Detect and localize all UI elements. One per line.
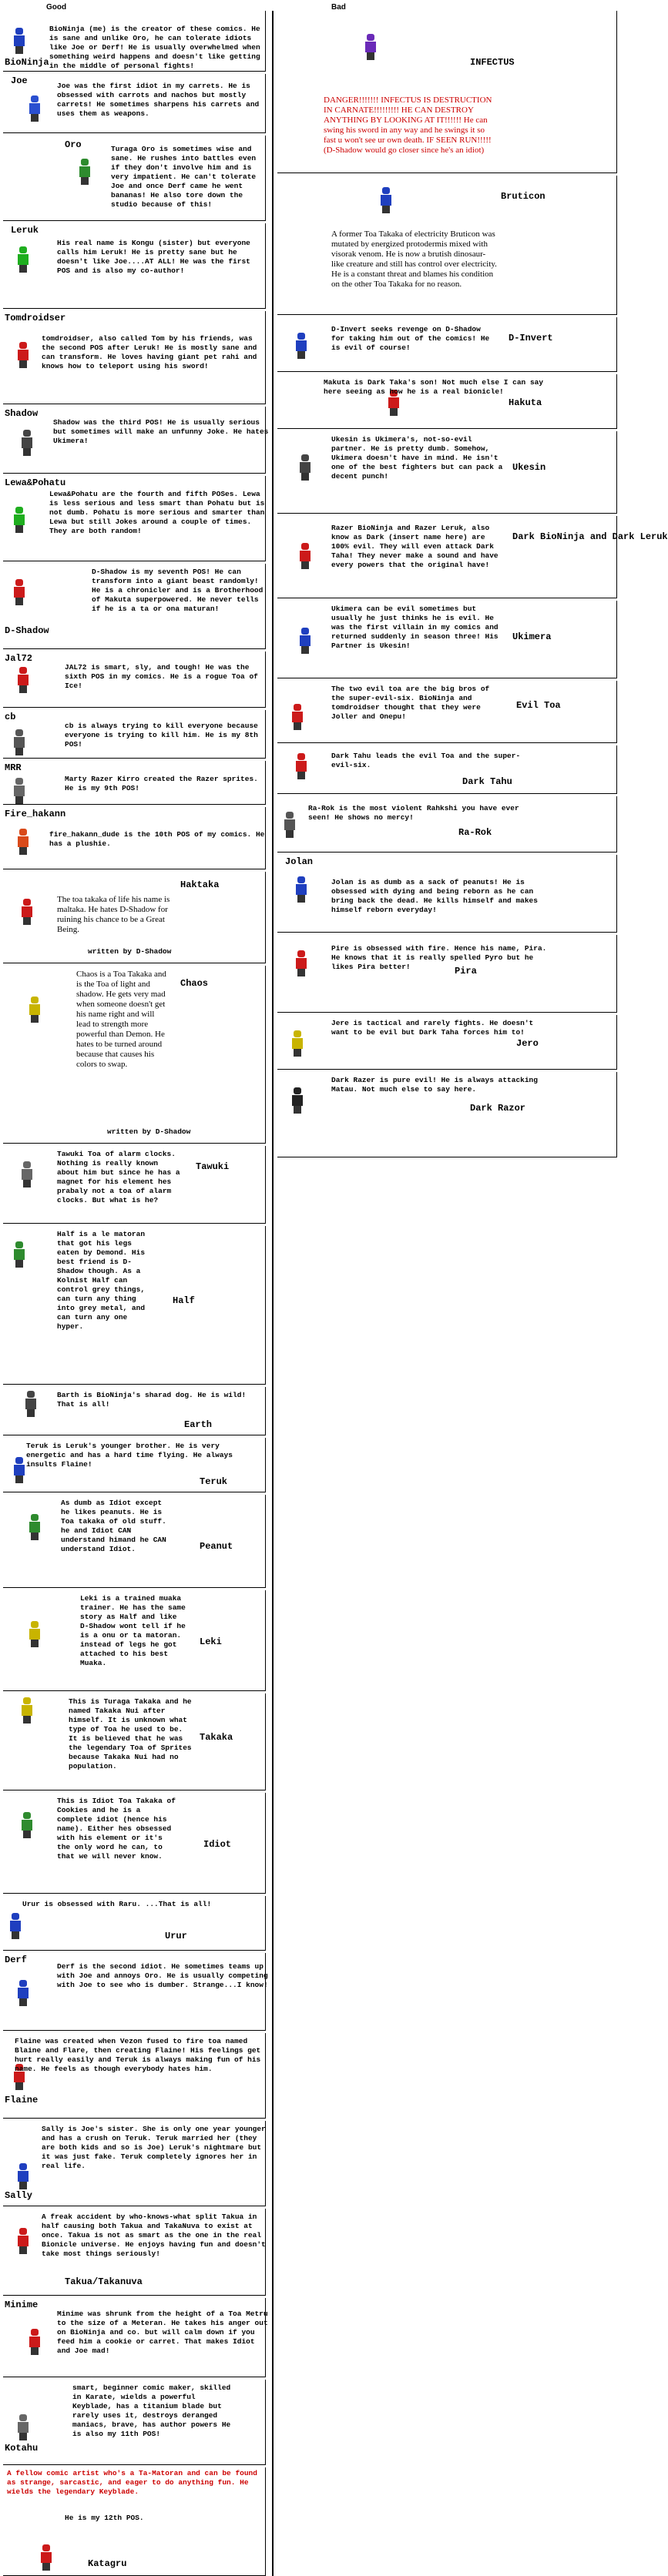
bad-entry	[277, 681, 561, 742]
character-name: Jolan	[285, 856, 314, 867]
character-name: D-Invert	[509, 333, 553, 343]
character-description: Teruk is Leruk's younger brother. He is very energetic and has a hard time flying. He always insults Flaine!	[26, 1442, 233, 1469]
character-name: Kotahu	[5, 2443, 39, 2454]
character-description: A former Toa Takaka of electricity Bruticon was mutated by energized protodermis mixed with visorak venom. He is now a brutish dinosaur-like creature and still has control over electricity. He is a constant threat and blames his condition on the other Toa Takaka for no reason.	[331, 229, 497, 289]
character-name: Chaos	[180, 978, 209, 989]
bad-entry	[277, 374, 543, 428]
character-sprite-icon	[26, 2329, 43, 2355]
good-entry	[3, 136, 269, 220]
character-sprite-icon	[293, 950, 310, 976]
character-sprite-icon	[76, 159, 93, 185]
good-entry	[3, 807, 269, 869]
character-name: Haktaka	[180, 879, 220, 890]
good-entry	[3, 966, 269, 1143]
character-description: cb is always trying to kill everyone because everyone is trying to kill him. He is my 8th POS!	[65, 722, 258, 749]
bad-entry	[277, 176, 543, 314]
character-description: Ukimera can be evil sometimes but usually he just thinks he is evil. He was the first villain in my comics and returned suddenly in season three! His Partner is Ukesin!	[331, 605, 498, 650]
extra-line: He is my 12th POS.	[65, 2514, 144, 2522]
character-name: Teruk	[200, 1476, 228, 1487]
credit-line: written by D-Shadow	[88, 947, 172, 956]
character-description: Barth is BioNinja's sharad dog. He is wild! That is all!	[57, 1391, 247, 1409]
good-entry	[3, 2380, 269, 2464]
good-entry	[3, 710, 269, 758]
character-description: Derf is the second idiot. He sometimes teams up with Joe and annoys Oro. He is usually competing with Joe to see who is dumber. Strange...I know!	[57, 1962, 268, 1989]
good-entry	[3, 2121, 269, 2206]
character-name: Dark BioNinja and Dark Leruk	[512, 531, 668, 542]
character-description: This is Idiot Toa Takaka of Cookies and he is a complete idiot (hence his name). Either hes obsessed with his element or it's the only word he can, to that we will never know.	[57, 1797, 176, 1861]
character-name: Ra-Rok	[458, 827, 492, 838]
good-entry	[3, 223, 269, 308]
character-name: Oro	[65, 139, 82, 150]
good-entry	[3, 311, 269, 404]
credit-line: written by D-Shadow	[107, 1127, 191, 1136]
character-description: Flaine was created when Vezon fused to fire toa named Blaine and Flare, then creating Flaine! His feelings get hurt really easily and Teruk is always making fun of his name. He feels as though everybody hates him.	[15, 2037, 261, 2073]
character-description: Dark Tahu leads the evil Toa and the super-evil-six.	[331, 752, 521, 769]
character-sprite-icon	[38, 2544, 55, 2571]
character-name: INFECTUS	[470, 57, 515, 68]
character-sprite-icon	[11, 507, 28, 533]
bad-entry	[277, 796, 543, 852]
character-description: Marty Razer Kirro created the Razer sprites. He is my 9th POS!	[65, 775, 258, 792]
character-description: Ukesin is Ukimera's, not-so-evil partner. He is pretty dumb. Somehow, Ukimera doesn't have in mind. He isn't one of the best fighters but can pack a decent punch!	[331, 435, 503, 481]
character-name: Ukesin	[512, 462, 546, 473]
good-entry	[3, 1146, 269, 1223]
character-sprite-icon	[26, 1514, 43, 1540]
bad-entry	[277, 745, 543, 793]
character-sprite-icon	[18, 1812, 35, 1838]
character-sprite-icon	[22, 1391, 39, 1417]
character-sprite-icon	[26, 95, 43, 122]
character-name: BioNinja	[5, 57, 49, 68]
good-entry	[3, 1953, 269, 2030]
character-description: Half is a le matoran that got his legs eaten by Demond. His best friend is D-Shadow though. As a Kolnist Half can control grey things, can turn any thing into grey metal, and can turn any one hyper.	[57, 1230, 146, 1331]
character-description: Joe was the first idiot in my carrets. He is obsessed with carrots and nachos but mostly carrets! He sometimes sharpens his carrets and uses them as weapons.	[57, 82, 260, 118]
bad-entry	[277, 11, 543, 173]
character-description: Chaos is a Toa Takaka and is the Toa of light and shadow. He gets very mad when someone doesn't get his name right and will lead to strength more powerful than Demon. He hates to be turned around because that causes his colors to swap.	[76, 970, 166, 1069]
character-sprite-icon	[15, 246, 32, 273]
good-entry	[3, 407, 269, 473]
character-name: Urur	[165, 1931, 187, 1941]
character-sprite-icon	[293, 876, 310, 903]
character-sprite-icon	[362, 34, 379, 60]
character-description: tomdroidser, also called Tom by his friends, was the second POS after Leruk! He is mostly sane and can transform. He loves having giant pet rahi and knows how to teleport using his sword!	[42, 334, 257, 370]
good-entry	[3, 2467, 269, 2575]
character-sprite-icon	[26, 997, 43, 1023]
character-sprite-icon	[11, 1241, 28, 1268]
character-sprite-icon	[15, 2163, 32, 2189]
character-name: Half	[173, 1295, 195, 1306]
character-description: Minime was shrunk from the height of a Toa Metru to the size of a Meteran. He takes his anger out on BioNinja and co. but will calm down if you feed him a cookie or carret. That makes Idiot and Joe mad!	[57, 2310, 268, 2355]
character-description: His real name is Kongu (sister) but everyone calls him Leruk! He is pretty sane but he doesn't like Joe....AT ALL! He was the first POS and is also my co-author!	[57, 239, 250, 275]
character-name: Takua/Takanuva	[65, 2276, 143, 2287]
character-sprite-icon	[289, 704, 306, 730]
character-description: Tawuki Toa of alarm clocks. Nothing is really known about him but since he has a magnet for his element hes prabaly not a toa of alarm clocks. But what is he?	[57, 1150, 180, 1204]
good-entry	[3, 564, 269, 648]
bad-header: Bad	[331, 3, 346, 12]
character-sprite-icon	[18, 899, 35, 925]
character-name: Leki	[200, 1636, 222, 1647]
character-sprite-icon	[11, 579, 28, 605]
bad-entry	[277, 431, 546, 513]
character-name: Tawuki	[196, 1161, 230, 1172]
good-header: Good	[46, 3, 67, 12]
character-name: Fire_hakann	[5, 809, 66, 819]
character-description: Razer BioNinja and Razer Leruk, also know as Dark (insert name here) are 100% evil. They will even attack Dark Taha! They never make a sound and have every powers that the original have!	[331, 524, 498, 569]
character-description: BioNinja (me) is the creator of these comics. He is sane and unlike Oro, he can tolerate idiots like Joe or Derf! He is usually overwhelmed when something weird happens and doesn't like getting in the middle of personal fights!	[49, 25, 260, 70]
character-name: Pira	[455, 966, 477, 976]
good-entry	[3, 74, 269, 132]
character-description: A freak accident by who-knows-what split Takua in half causing both Takua and TakaNuva to exist at once. Takua is not as smart as the one in the real Bionicle universe. He enjoys having fun and doesn't take most things seriously!	[42, 2213, 266, 2258]
character-name: Jero	[516, 1038, 539, 1049]
good-entry	[3, 1495, 269, 1587]
good-entry	[3, 1793, 269, 1893]
good-entry	[3, 1226, 269, 1384]
character-sprite-icon	[11, 778, 28, 804]
character-description: D-Invert seeks revenge on D-Shadow for taking him out of the comics! He is evil of course!	[331, 325, 490, 352]
good-entry	[3, 1438, 269, 1492]
good-entry	[3, 476, 269, 561]
character-sprite-icon	[293, 753, 310, 779]
character-description: The two evil toa are the big bros of the super-evil-six. BioNinja and tomdroidser thought that they were Joller and Onepu!	[331, 685, 490, 721]
character-sprite-icon	[11, 729, 28, 755]
character-name: Tomdroidser	[5, 313, 66, 323]
character-sprite-icon	[15, 667, 32, 693]
bad-entry	[277, 317, 553, 371]
character-description: Turaga Oro is sometimes wise and sane. He rushes into battles even if they don't involve him and is very impatient. He can't tolerate Joe and once Derf came he went bananas! He also tore down the studio because of this!	[111, 145, 257, 209]
character-description: fire_hakann_dude is the 10th POS of my comics. He has a plushie.	[49, 830, 265, 848]
bad-entry	[277, 935, 547, 1012]
character-name: Hakuta	[509, 397, 542, 408]
character-sprite-icon	[378, 187, 394, 213]
character-name: D-Shadow	[5, 625, 49, 636]
character-description: Pire is obsessed with fire. Hence his name, Pira. He knows that it is really spelled Pyro but he likes Pira better!	[331, 944, 547, 971]
character-description: The toa takaka of life his name is maltaka. He hates D-Shadow for ruining his chance to be a Great Being.	[57, 895, 170, 934]
character-sprite-icon	[15, 829, 32, 855]
character-sprite-icon	[18, 1697, 35, 1723]
character-description: DANGER!!!!!!! INFECTUS IS DESTRUCTION IN CARNATE!!!!!!!!! HE CAN DESTROY ANYTHING BY LOOKING AT IT!!!!!! He can swing his sword in any way and he swings it so fast u won't see ur own death. IF SEEN RUN!!!!! (D-Shadow would go closer since he's an idiot)	[324, 95, 492, 155]
character-description: Leki is a trained muaka trainer. He has the same story as Half and like D-Shadow wont tell if he is a onu or ta matoran. instead of legs he got attached to his best Muaka.	[80, 1594, 186, 1667]
character-name: Bruticon	[501, 191, 545, 202]
character-sprite-icon	[15, 342, 32, 368]
character-sprite-icon	[297, 543, 314, 569]
character-description: Makuta is Dark Taka's son! Not much else I can say here seeing as how he is a real bionicle!	[324, 378, 544, 396]
good-entry	[3, 652, 269, 707]
character-sprite-icon	[11, 28, 28, 54]
character-sprite-icon	[15, 2414, 32, 2440]
good-entry	[3, 1693, 269, 1790]
character-sprite-icon	[18, 430, 35, 456]
good-entry	[3, 1896, 269, 1950]
character-description: JAL72 is smart, sly, and tough! He was the sixth POS in my comics. He is a rogue Toa of Ice!	[65, 663, 258, 690]
character-name: Shadow	[5, 408, 39, 419]
character-name: Katagru	[88, 2558, 127, 2569]
character-description: This is Turaga Takaka and he named Takaka Nui after himself. It is unknown what type of Toa he used to be. It is believed that he was the legendary Toa of Sprites because Takaka Nui had no population.	[69, 1697, 192, 1770]
bad-entry	[277, 1015, 543, 1069]
character-description: Lewa&Pohatu are the fourth and fifth POSes. Lewa is less serious and less smart than Pohatu but is not dumb. Pohatu is more serious and smarter than Lewa but still Jokes around a couple of times. They are both random!	[49, 490, 265, 535]
character-description: A fellow comic artist who's a Ta-Matoran and can be found as strange, sarcastic, and eager to do anything fun. He wields the legendary Keyblade.	[7, 2469, 257, 2496]
character-sprite-icon	[15, 2228, 32, 2254]
good-entry	[3, 1387, 269, 1435]
good-entry	[3, 1590, 269, 1690]
character-name: Idiot	[203, 1839, 232, 1850]
character-description: smart, beginner comic maker, skilled in Karate, wields a powerful Keyblade, has a titanium blade but rarely uses it, destroys deranged maniacs, brave, has author powers He is also my 11th POS!	[72, 2383, 231, 2438]
character-sprite-icon	[289, 1087, 306, 1114]
bad-entry	[277, 1072, 543, 1157]
character-name: Evil Toa	[516, 700, 561, 711]
character-sprite-icon	[11, 1457, 28, 1483]
character-description: Jolan is as dumb as a sack of peanuts! He is obsessed with dying and being reborn as he can bring back the dead. He kills himself and makes himself reborn everyday!	[331, 878, 538, 914]
bad-entry	[277, 855, 543, 932]
character-description: Jere is tactical and rarely fights. He doesn't want to be evil but Dark Taha forces him to!	[331, 1019, 534, 1037]
character-name: Dark Tahu	[462, 776, 512, 787]
character-sprite-icon	[289, 1030, 306, 1057]
character-name: Dark Razor	[470, 1103, 526, 1114]
character-sprite-icon	[281, 812, 298, 838]
character-sprite-icon	[7, 1913, 24, 1939]
character-sprite-icon	[15, 1980, 32, 2006]
character-description: Dark Razer is pure evil! He is always attacking Matau. Not much else to say here.	[331, 1076, 538, 1094]
character-name: Takaka	[200, 1732, 233, 1743]
character-name: Jal72	[5, 653, 33, 664]
character-name: Minime	[5, 2300, 39, 2310]
character-description: Shadow was the third POS! He is usually serious but sometimes will make an unfunny Joke. He hates Ukimera!	[53, 418, 269, 445]
character-name: cb	[5, 712, 16, 722]
character-name: Earth	[184, 1419, 213, 1430]
good-entry	[3, 2209, 269, 2295]
character-sprite-icon	[293, 333, 310, 359]
column-divider	[272, 11, 274, 2576]
character-description: Sally is Joe's sister. She is only one year younger and has a crush on Teruk. Teruk married her (they are both kids and so is Joe) Leruk's nightmare but it was just fake. Teruk completely ignores her in real life.	[42, 2125, 266, 2170]
character-name: MRR	[5, 762, 22, 773]
good-entry	[3, 2298, 269, 2377]
character-name: Sally	[5, 2190, 33, 2201]
character-sprite-icon	[18, 1161, 35, 1188]
character-name: Ukimera	[512, 631, 552, 642]
character-description: As dumb as Idiot except he likes peanuts. He is Toa takaka of old stuff. he and Idiot CAN understand himand he CAN understand Idiot.	[61, 1499, 166, 1553]
bad-entry	[277, 601, 552, 678]
bad-entry	[277, 516, 668, 598]
character-name: Lewa&Pohatu	[5, 477, 66, 488]
good-entry	[3, 11, 269, 71]
character-name: Flaine	[5, 2095, 39, 2105]
good-entry	[3, 2033, 269, 2118]
character-description: Urur is obsessed with Raru. ...That is all!	[22, 1900, 212, 1908]
character-sprite-icon	[26, 1621, 43, 1647]
character-description: Ra-Rok is the most violent Rahkshi you have ever seen! He shows no mercy!	[308, 804, 519, 822]
character-name: Joe	[11, 75, 28, 86]
character-name: Peanut	[200, 1541, 233, 1552]
good-entry	[3, 872, 269, 963]
character-name: Leruk	[11, 225, 39, 236]
character-sprite-icon	[297, 454, 314, 481]
good-entry	[3, 761, 269, 804]
character-description: D-Shadow is my seventh POS! He can transform into a giant beast randomly! He is a chronicler and is a Brotherhood of Makuta superpowered. He never tells if he is a ta or ona maturan!	[92, 568, 264, 613]
character-name: Derf	[5, 1955, 27, 1965]
character-sprite-icon	[297, 628, 314, 654]
